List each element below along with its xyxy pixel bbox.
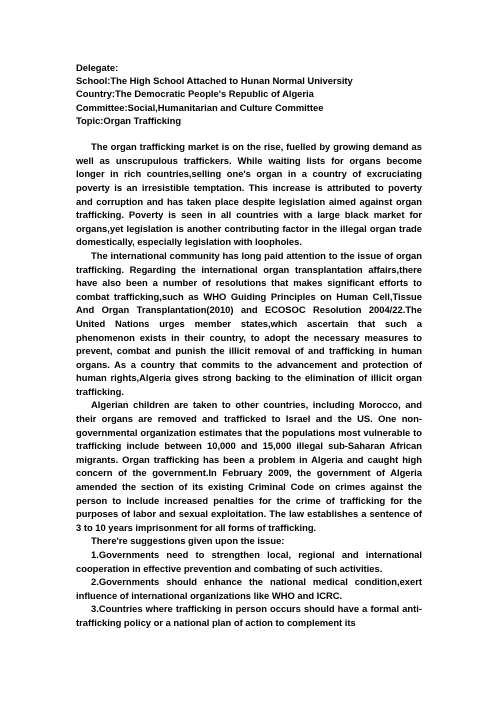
committee-line: Committee:Social,Humanitarian and Culture Committee	[76, 101, 324, 113]
paragraph-algeria: Algerian children are taken to other countries, including Morocco, and their organs are removed and trafficked to Israel and the US. One non-governmental organization estimates that the populations most vulnerable to trafficking include between 10,000 and 15,000 illegal sub-Saharan African migrants. Organ trafficking has been a problem in Algeria and caught high concern of the government.In February 2009, the government of Algeria amended the section of its existing Criminal Code on crimes against the person to include increased penalties for the crime of trafficking for the purposes of labor and sexual exploitation. The law establishes a sentence of 3 to 10 years imprisonment for all forms of trafficking.	[76, 399, 422, 533]
country-line: Country:The Democratic People's Republic of Algeria	[76, 88, 314, 100]
topic-line: Topic:Organ Trafficking	[76, 114, 182, 126]
document-page	[76, 61, 422, 630]
school-line: School:The High School Attached to Hunan Normal University	[76, 75, 353, 87]
header-spacer	[76, 127, 422, 140]
paragraph-international: The international community has long paid attention to the issue of organ trafficking. Regarding the international organ transplantation affairs,there have also been a number of resolutions that makes significant efforts to combat trafficking,such as WHO Guiding Principles on Human Cell,Tissue And Organ Transplantation(2010) and ECOSOC Resolution 2004/22.The United Nations urges member states,which ascertain that such a phenomenon exists in their country, to adopt the necessary measures to prevent, combat and punish the illicit removal of and trafficking in human organs. As a country that commits to the advancement and protection of human rights,Algeria gives strong backing to the elimination of illicit organ trafficking.	[76, 249, 422, 397]
paragraph-intro: The organ trafficking market is on the rise, fuelled by growing demand as well as unscrupulous traffickers. While waiting lists for organs become longer in rich countries,selling one's organ in a country of excruciating poverty is an irresistible temptation. This increase is attributed to poverty and corruption and has taken place despite legislation aimed against organ trafficking. Poverty is seen in all countries with a large black market for organs,yet legislation is another contributing factor in the illegal organ trade domestically, especially legislation with loopholes.	[76, 141, 422, 248]
delegate-label: Delegate:	[76, 62, 119, 73]
suggestion-item: 3.Countries where trafficking in person occurs should have a formal anti-trafficking policy or a national plan of action to complement its	[76, 603, 422, 628]
suggestions-intro: There're suggestions given upon the issue:	[91, 535, 285, 547]
suggestion-item: 2.Governments should enhance the national medical condition,exert influence of international organizations like WHO and ICRC.	[76, 576, 422, 601]
suggestion-item: 1.Governments need to strengthen local, regional and international cooperation in effective prevention and combating of such activities.	[76, 549, 422, 574]
